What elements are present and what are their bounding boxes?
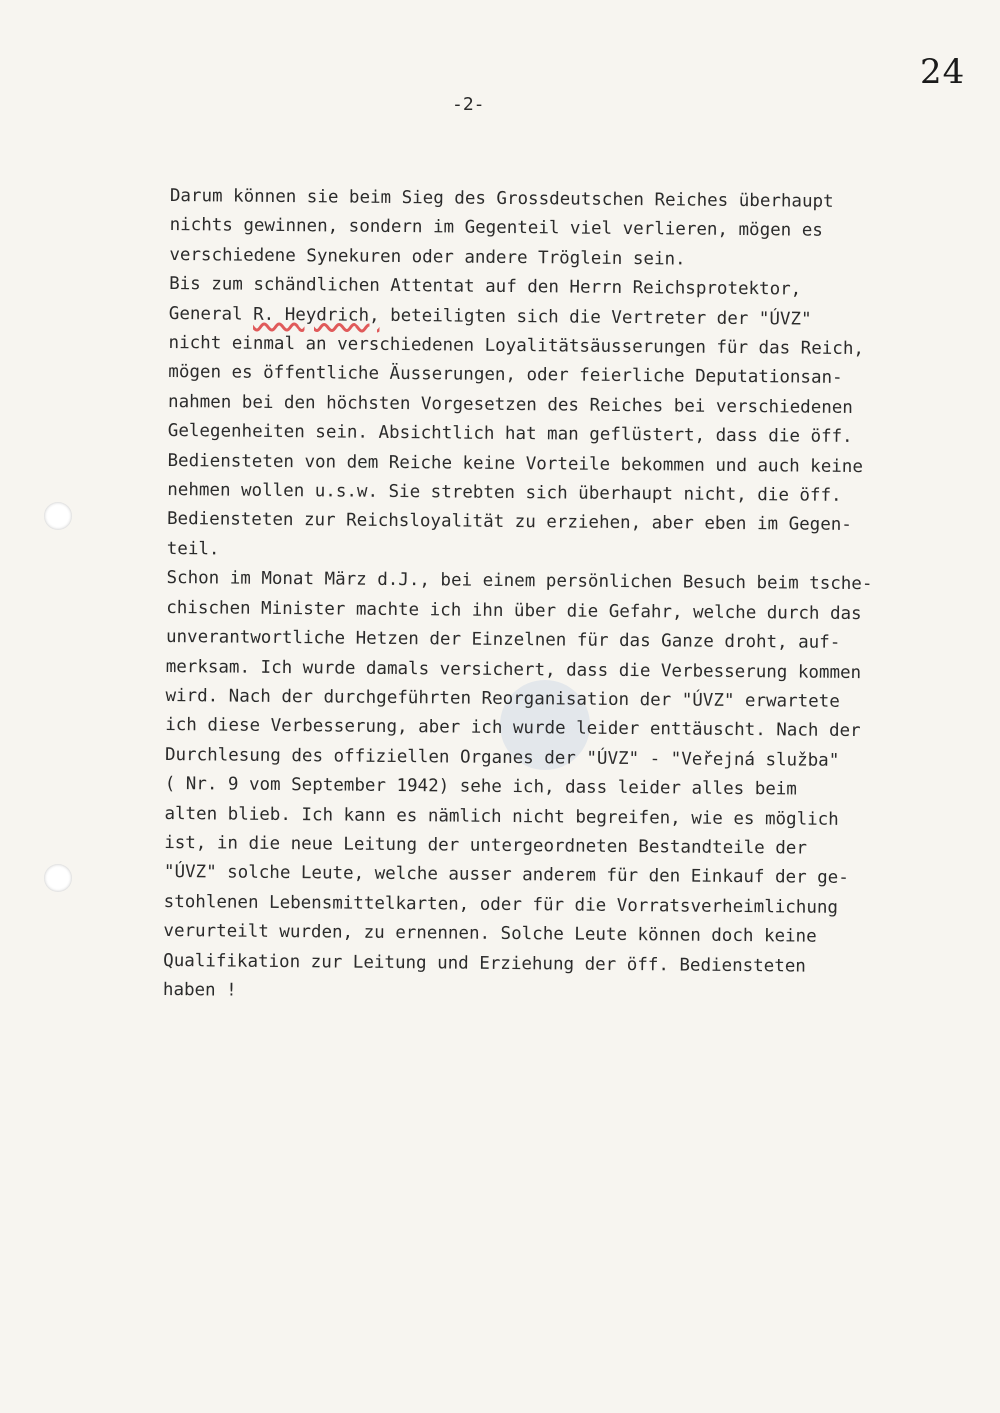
- text-line: unverantwortliche Hetzen der Einzelnen für das Ganze droht, auf-: [165, 627, 841, 653]
- text-line: nehmen wollen u.s.w. Sie strebten sich überhaupt nicht, die öff.: [167, 480, 842, 506]
- text-line: Darum können sie beim Sieg des Grossdeutschen Reiches überhaupt: [169, 185, 834, 212]
- text-line: teil.: [166, 538, 220, 560]
- text-line: mögen es öffentliche Äusserungen, oder feierliche Deputationsan-: [168, 362, 843, 389]
- text-line: ( Nr. 9 vom September 1942) sehe ich, dass leider alles beim: [164, 774, 797, 800]
- text-segment: beteiligten sich die Vertreter der "ÚVZ": [379, 305, 812, 330]
- text-line: ist, in die neue Leitung der untergeordneten Bestandteile der: [164, 832, 807, 859]
- text-line: nichts gewinnen, sondern im Gegenteil viel verlieren, mögen es: [169, 215, 823, 242]
- underlined-name: R. Heydrich,: [253, 304, 380, 326]
- text-line: alten blieb. Ich kann es nämlich nicht begreifen, wie es möglich: [164, 803, 839, 830]
- punch-hole: [44, 502, 72, 530]
- text-line: ich diese Verbesserung, aber ich wurde leider enttäuscht. Nach der: [165, 715, 861, 742]
- text-line: Bediensteten zur Reichsloyalität zu erziehen, aber eben im Gegen-: [166, 509, 852, 536]
- text-line: Bediensteten von dem Reiche keine Vorteile bekommen und auch keine: [167, 450, 864, 477]
- page-header: -2-: [452, 94, 485, 115]
- letter-body: [163, 182, 990, 1012]
- text-line: Bis zum schändlichen Attentat auf den Herrn Reichsprotektor,: [169, 274, 802, 300]
- text-line: verurteilt wurden, zu ernennen. Solche Leute können doch keine: [163, 921, 817, 947]
- text-line: nicht einmal an verschiedenen Loyalitätsäusserungen für das Reich,: [168, 333, 865, 360]
- page-number: 24: [920, 52, 966, 92]
- text-line: Gelegenheiten sein. Absichtlich hat man geflüstert, dass die öff.: [167, 421, 853, 448]
- text-segment: General: [168, 303, 254, 325]
- text-line: merksam. Ich wurde damals versichert, dass die Verbesserung kommen: [165, 656, 862, 683]
- punch-hole: [44, 864, 72, 892]
- text-line: Schon im Monat März d.J., bei einem persönlichen Besuch beim tsche-: [166, 568, 873, 595]
- text-line: "ÚVZ" solche Leute, welche ausser anderem für den Einkauf der ge-: [163, 862, 849, 889]
- text-line: verschiedene Synekuren oder andere Tröglein sein.: [169, 244, 686, 270]
- text-line: Durchlesung des offiziellen Organes der "ÚVZ" - "Veřejná služba": [164, 744, 840, 771]
- text-line: haben !: [162, 979, 237, 1001]
- text-line: stohlenen Lebensmittelkarten, oder für die Vorratsverheimlichung: [163, 891, 839, 918]
- text-line: wird. Nach der durchgeführten Reorganisation der "ÚVZ" erwartete: [165, 685, 840, 712]
- text-line: chischen Minister machte ich ihn über die Gefahr, welche durch das: [166, 597, 862, 624]
- text-line: Qualifikation zur Leitung und Erziehung der öff. Bediensteten: [163, 950, 806, 977]
- text-line: nahmen bei den höchsten Vorgesetzen des Reiches bei verschiedenen: [167, 391, 853, 418]
